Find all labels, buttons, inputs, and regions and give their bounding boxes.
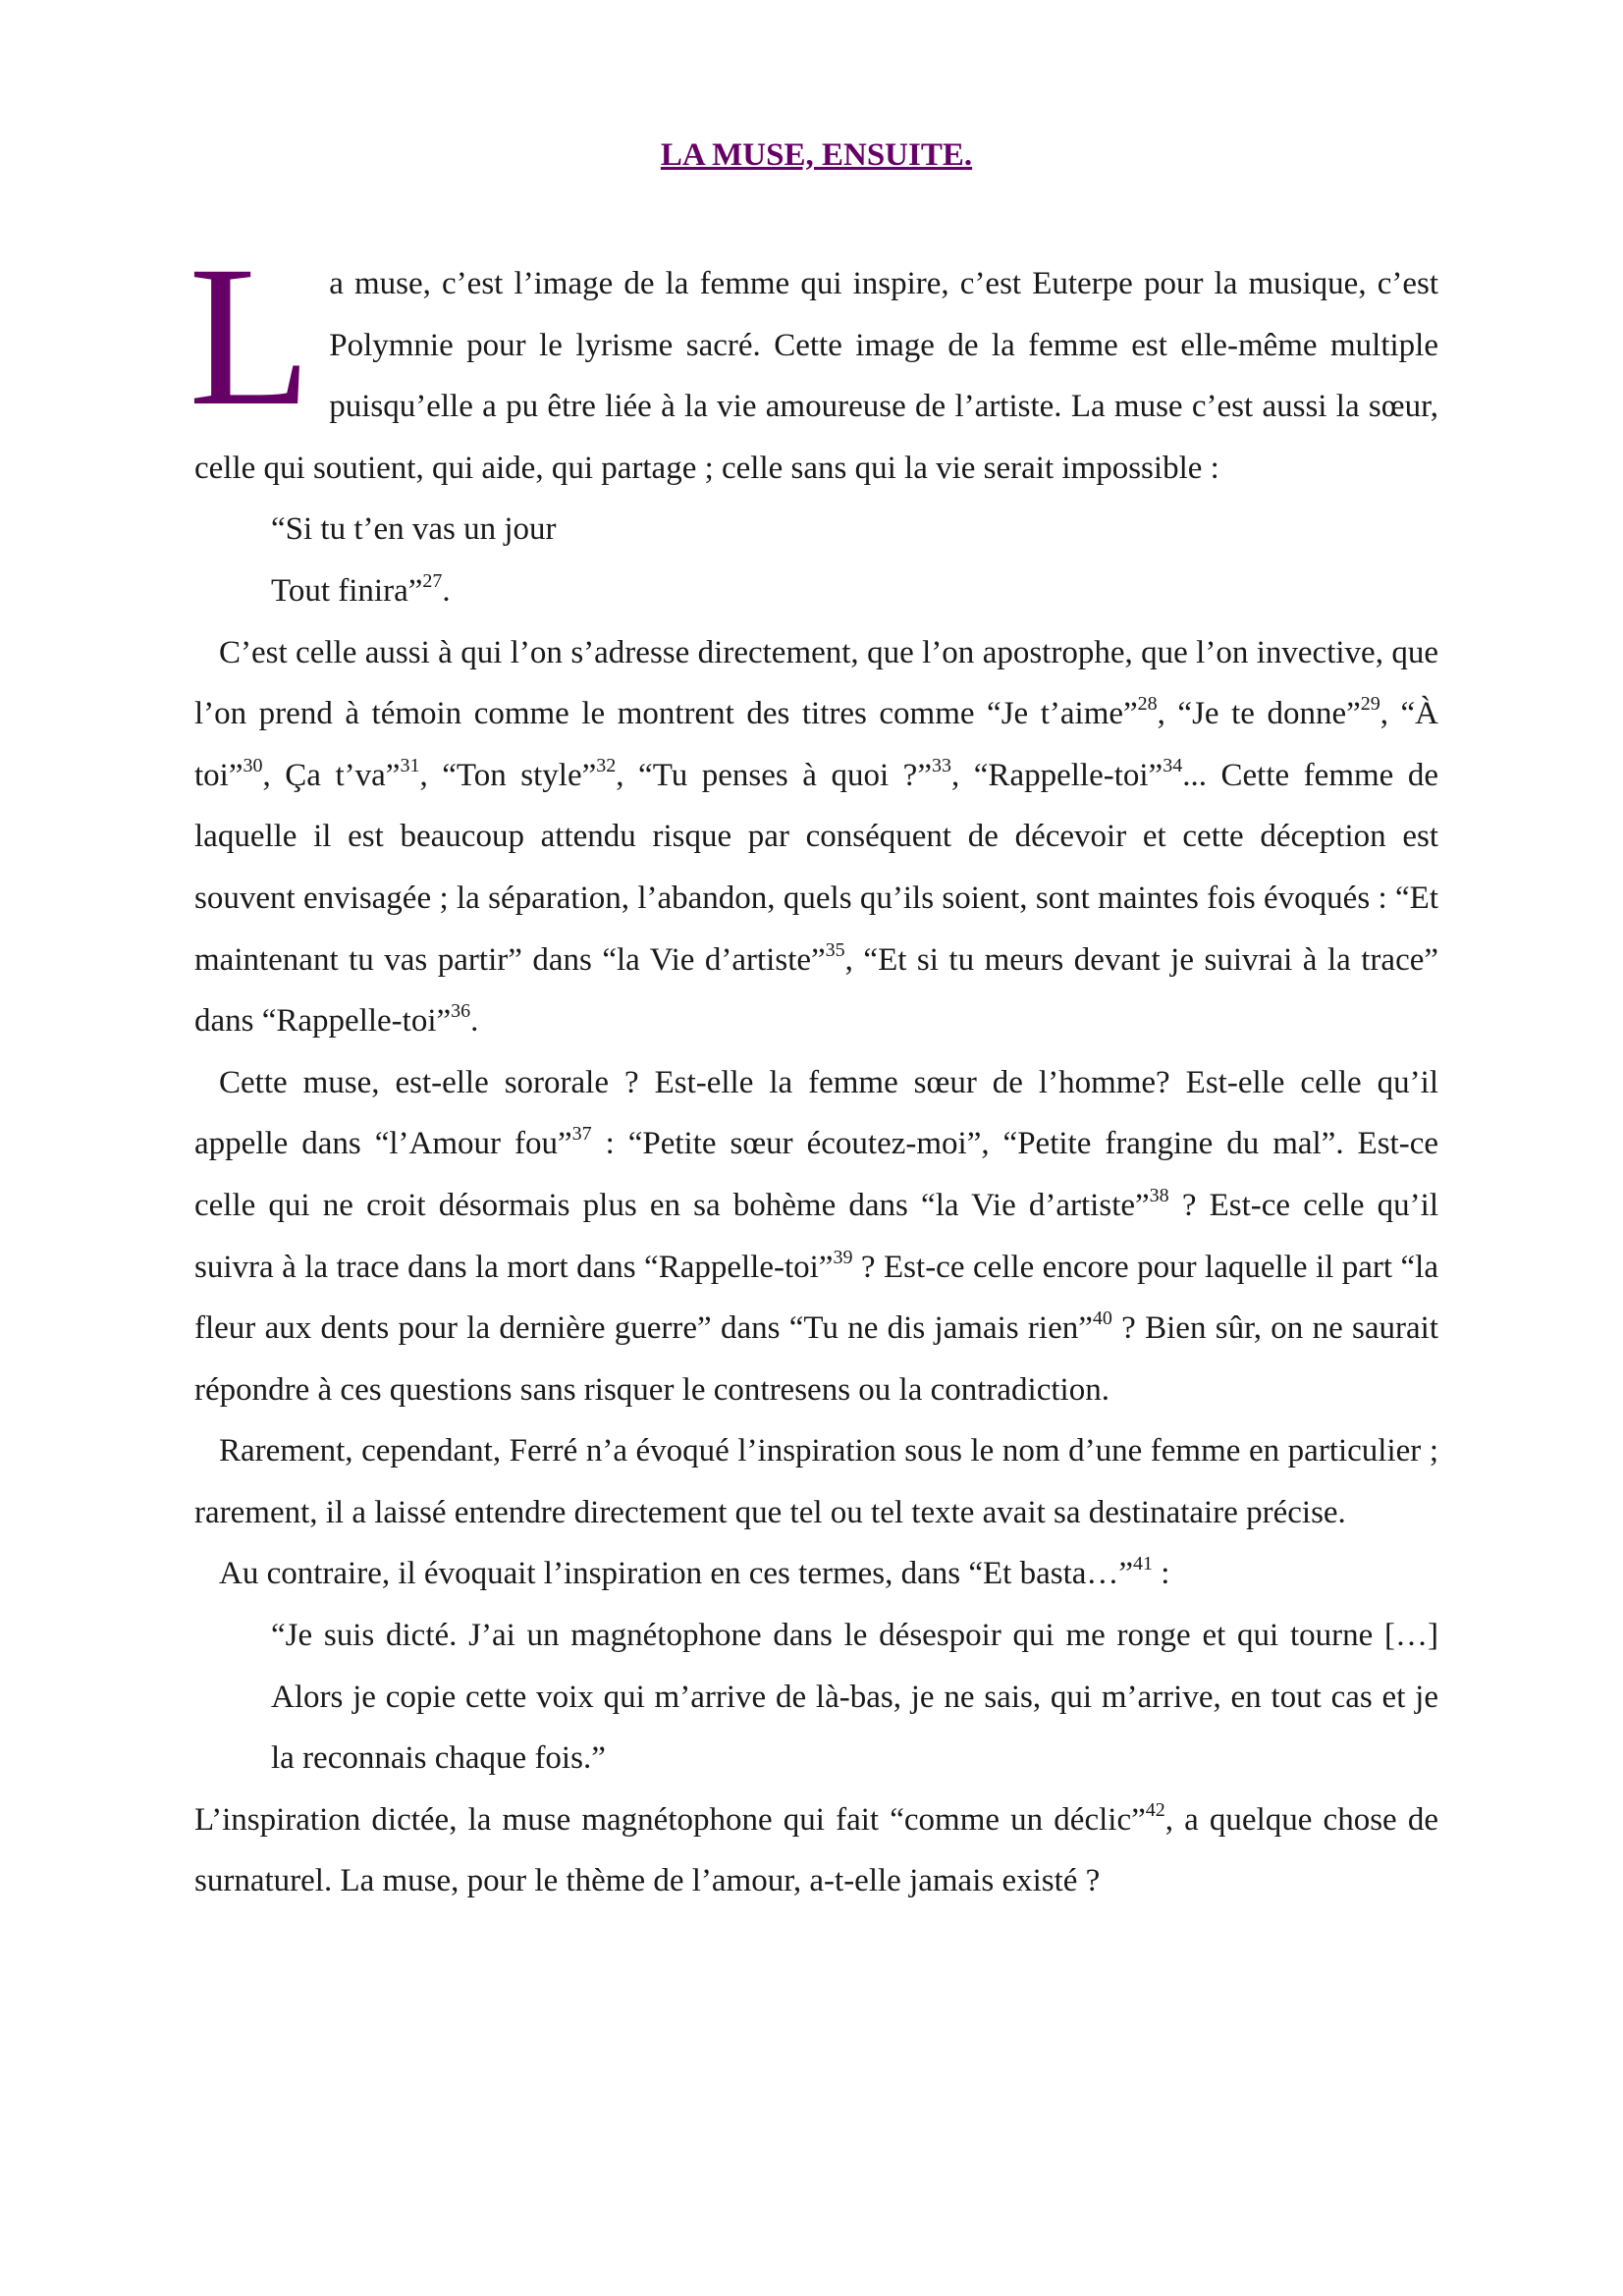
paragraph: Au contraire, il évoquait l’inspiration en ces termes, dans “Et basta…”$^{41}$ : [219, 1553, 1170, 1592]
footnote-ref[interactable]: 29 [1360, 693, 1380, 716]
footnote-ref[interactable]: 41 [1133, 1553, 1154, 1575]
paragraph-intro [189, 225, 1438, 499]
footnote-ref[interactable]: 40 [1092, 1308, 1112, 1330]
body-text [189, 225, 1439, 1912]
footnote-ref[interactable]: 27 [422, 569, 443, 592]
paragraph-intro-text: a muse, c’est l’image de la femme qui inspire, c’est Euterpe pour la musique, c’est Polymnie pour le lyrisme sacré. Cette image de la femme est elle-même multiple puisqu’elle a pu être liée à la vie amoureuse de l’artiste. La muse c’est aussi la sœur, celle qui soutient, qui aide, qui partage ; celle sans qui la vie serait impossible : [194, 266, 1438, 486]
footnote-ref[interactable]: 32 [596, 754, 617, 776]
paragraph: Rarement, cependant, Ferré n’a évoqué l’inspiration sous le nom d’une femme en particulier ; rarement, il a laissé entendre directement que tel ou tel texte avait sa destinataire précise. [194, 1433, 1438, 1530]
drop-cap: L [189, 225, 312, 448]
footnote-ref[interactable]: 33 [931, 754, 951, 776]
footnote-ref[interactable]: 28 [1137, 693, 1158, 716]
quote-text: Tout finira” [271, 572, 423, 609]
paragraph: Cette muse, est-elle sororale ? Est-elle la femme sœur de l’homme? Est-elle celle qu’il appelle dans “l’Amour fou”$^{37}$ : “Petite sœur écoutez-moi”, “Petite frangine du mal”. Est-ce celle qui ne croit désormais plus en sa bohème dans “la Vie d’artiste”$^{38}$ ? Est-ce celle qu’il suivra à la trace dans la mort dans “Rappelle-toi”$^{39}$ ? Est-ce celle encore pour laquelle il part “la fleur aux dents pour la dernière guerre” dans “Tu ne dis jamais rien”$^{40}$ ? Bien sûr, on ne saurait répondre à ces questions sans risquer le contresens ou la contradiction. [194, 1064, 1439, 1408]
page-title: LA MUSE, ENSUITE. [660, 137, 973, 173]
footnote-ref[interactable]: 37 [571, 1123, 592, 1146]
footnote-ref[interactable]: 30 [243, 754, 263, 776]
footnote-ref[interactable]: 31 [400, 754, 420, 776]
quote-line: “Si tu t’en vas un jour [271, 511, 557, 548]
paragraph: C’est celle aussi à qui l’on s’adresse directement, que l’on apostrophe, que l’on invective, que l’on prend à témoin comme le montrent des titres comme “Je t’aime”$^{28}$, “Je te donne”$^{29}$, “À toi”$^{30}$, Ça t’va”$^{31}$, “Ton style”$^{32}$, “Tu penses à quoi ?”$^{33}$, “Rappelle-toi”$^{34}$... Cette femme de laquelle il est beaucoup attendu risque par conséquent de décevoir et cette déception est souvent envisagée ; la séparation, l’abandon, quels qu’ils soient, sont maintes fois évoqués : “Et maintenant tu vas partir” dans “la Vie d’artiste”$^{35}$, “Et si tu meurs devant je suivrai à la trace” dans “Rappelle-toi”$^{36}$. [194, 634, 1439, 1040]
footnote-ref[interactable]: 39 [833, 1246, 853, 1268]
block-quote: “Je suis dicté. J’ai un magnétophone dans le désespoir qui me ronge et qui tourne […] Alors je copie cette voix qui m’arrive de là-bas, je ne sais, qui m’arrive, en tout cas et je la reconnais chaque fois.” [271, 1618, 1438, 1777]
footnote-ref[interactable]: 36 [451, 1000, 471, 1023]
footnote-ref[interactable]: 38 [1149, 1184, 1169, 1206]
quote-line: Tout finira”$^{27}$. [271, 569, 451, 609]
footnote-ref[interactable]: 34 [1163, 754, 1183, 776]
footnote-ref[interactable]: 42 [1145, 1798, 1165, 1821]
footnote-ref[interactable]: 35 [825, 938, 845, 961]
paragraph: L’inspiration dictée, la muse magnétophone qui fait “comme un déclic”$^{42}$, a quelque chose de surnaturel. La muse, pour le thème de l’amour, a-t-elle jamais existé ? [194, 1798, 1438, 1899]
